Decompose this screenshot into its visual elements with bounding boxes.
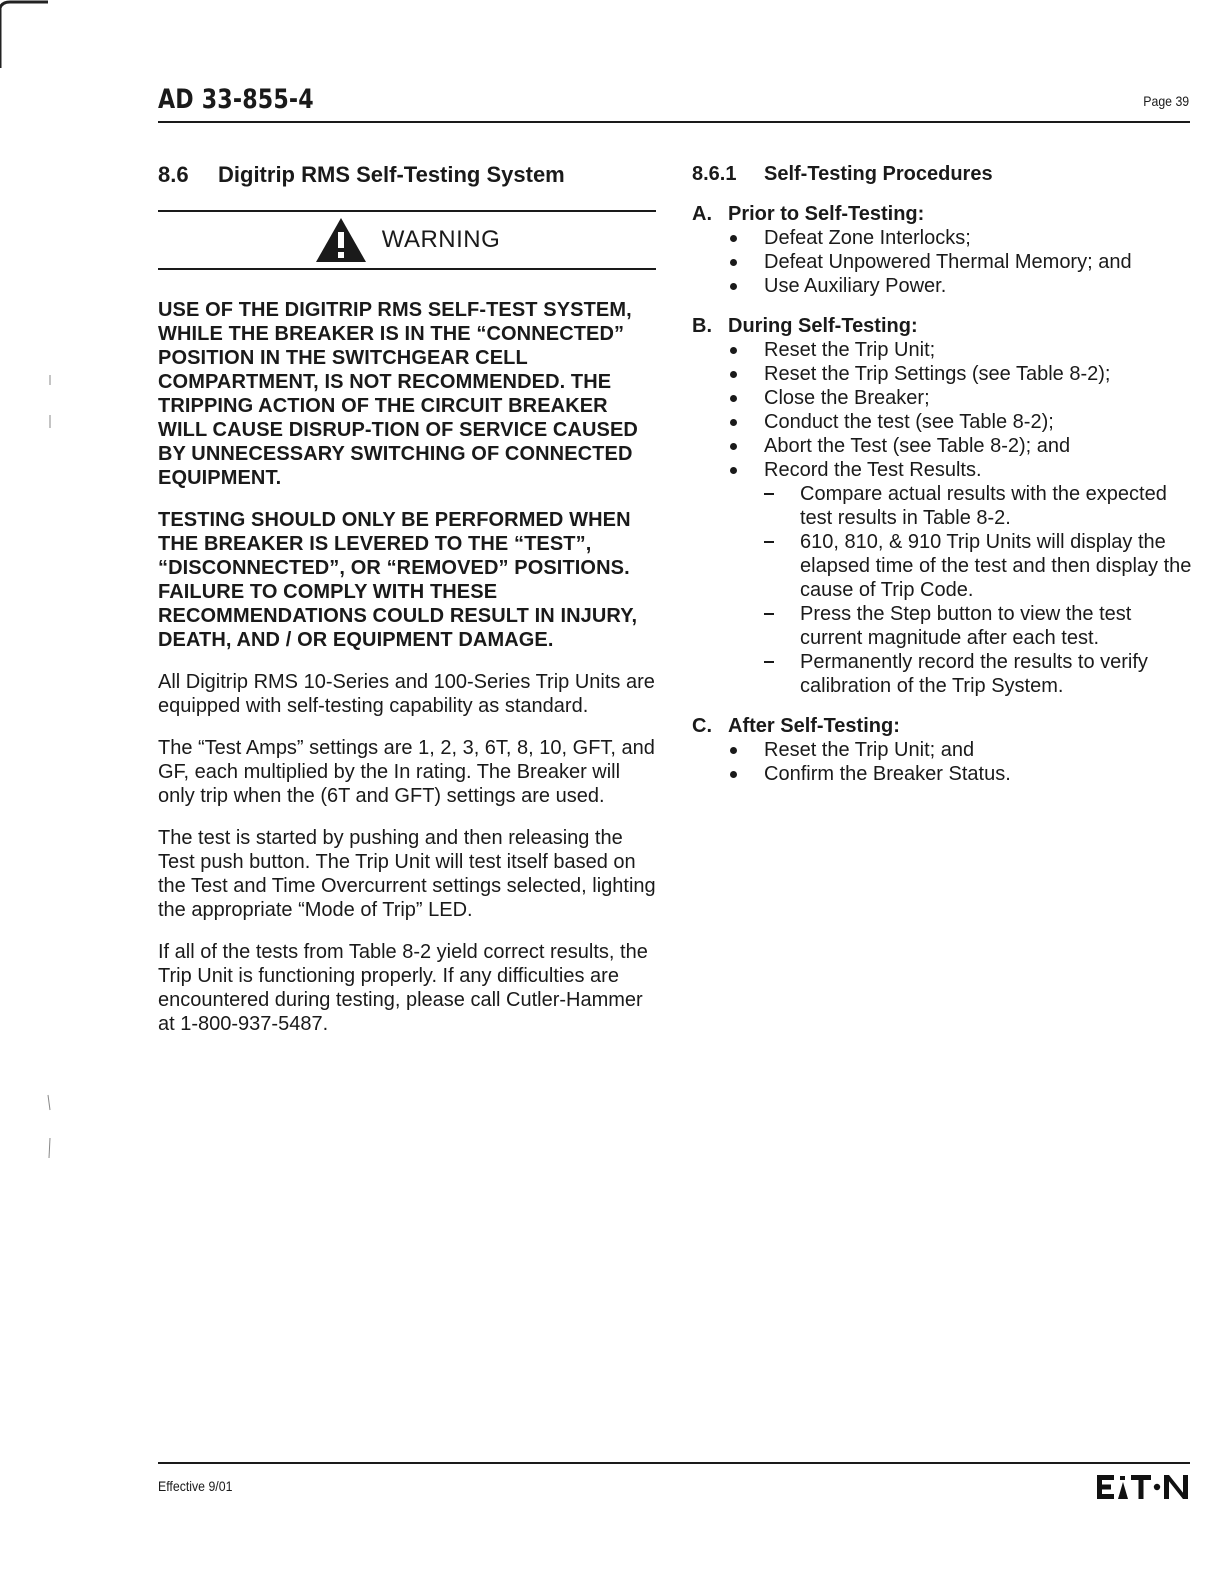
sub-list-item: Press the Step button to view the test current magnitude after each test.	[764, 602, 1192, 650]
group-letter: B.	[692, 315, 712, 337]
subsection-number: 8.6.1	[692, 163, 737, 185]
dash-icon	[764, 613, 774, 615]
group-title: After Self-Testing:	[728, 715, 900, 737]
group-letter: C.	[692, 715, 712, 737]
page-number: Page 39	[1143, 93, 1189, 109]
warning-label: WARNING	[381, 226, 501, 253]
bullet-icon	[730, 347, 737, 354]
scan-margin-marks	[40, 360, 60, 1160]
list-item: Reset the Trip Unit;	[728, 338, 1192, 362]
list-item: Conduct the test (see Table 8-2);	[728, 410, 1192, 434]
dash-icon	[764, 541, 774, 543]
procedure-group-b	[692, 314, 1192, 698]
eaton-logo	[1097, 1474, 1190, 1500]
bullet-icon	[730, 283, 737, 290]
bullet-icon	[730, 371, 737, 378]
group-heading	[692, 202, 1192, 226]
section-title: Digitrip RMS Self-Testing System	[218, 162, 565, 187]
group-title: During Self-Testing:	[728, 315, 918, 337]
list-item: Reset the Trip Settings (see Table 8-2);	[728, 362, 1192, 386]
effective-date: Effective 9/01	[158, 1478, 233, 1494]
list-item: Abort the Test (see Table 8-2); and	[728, 434, 1192, 458]
paragraph-test-start: The test is started by pushing and then releasing the Test push button. The Trip Unit will test itself based on the Test and Time Overcurrent settings selected, lighting the appropriate “Mode of Trip” LED.	[158, 827, 656, 921]
bullet-list	[692, 338, 1192, 698]
procedure-group-a	[692, 202, 1192, 298]
sub-list-item: Permanently record the results to verify calibration of the Trip System.	[764, 650, 1192, 698]
dash-icon	[764, 493, 774, 495]
list-item: Close the Breaker;	[728, 386, 1192, 410]
warning-banner	[158, 210, 656, 270]
bullet-icon	[730, 467, 737, 474]
header-rule	[158, 121, 1190, 123]
subsection-heading	[692, 160, 1192, 188]
list-item: Defeat Unpowered Thermal Memory; and	[728, 250, 1192, 274]
paragraph-results: If all of the tests from Table 8-2 yield correct results, the Trip Unit is functioning properly. If any difficulties are encountered during testing, please call Cutler-Hammer at 1-800-937-5487.	[158, 941, 648, 1035]
right-column	[692, 160, 1192, 786]
document-number: AD 33-855-4	[158, 84, 314, 115]
procedure-group-c	[692, 714, 1192, 786]
bullet-icon	[730, 443, 737, 450]
bullet-icon	[730, 395, 737, 402]
list-item: Confirm the Breaker Status.	[728, 762, 1192, 786]
group-title: Prior to Self-Testing:	[728, 203, 925, 225]
left-column	[158, 160, 658, 1036]
sub-list-item: 610, 810, & 910 Trip Units will display the elapsed time of the test and then display the cause of Trip Code.	[764, 530, 1192, 602]
bullet-icon	[730, 419, 737, 426]
bullet-list	[692, 226, 1192, 298]
paragraph-capability: All Digitrip RMS 10-Series and 100-Series Trip Units are equipped with self-testing capability as standard.	[158, 671, 655, 717]
group-heading	[692, 714, 1192, 738]
section-number: 8.6	[158, 162, 189, 187]
bullet-list	[692, 738, 1192, 786]
list-item: Record the Test Results. Compare actual results with the expected test results in Table 8-2. 610, 810, & 910 Trip Units will display the elapsed time of the test and then display the cause of Trip Code. Press the Step button to view the test current magnitude after each test. Permanently record the results to verify calibration of the Trip System.	[728, 458, 1192, 698]
group-letter: A.	[692, 203, 712, 225]
warning-triangle-icon	[314, 216, 368, 264]
dash-list	[764, 482, 1192, 698]
list-item: Defeat Zone Interlocks;	[728, 226, 1192, 250]
footer-rule	[158, 1462, 1190, 1464]
bullet-icon	[730, 259, 737, 266]
paragraph-test-amps: The “Test Amps” settings are 1, 2, 3, 6T, 8, 10, GFT, and GF, each multiplied by the In rating. The Breaker will only trip when the (6T and GFT) settings are used.	[158, 737, 655, 807]
list-item: Reset the Trip Unit; and	[728, 738, 1192, 762]
group-heading	[692, 314, 1192, 338]
bullet-icon	[730, 771, 737, 778]
warning-text-testing: TESTING SHOULD ONLY BE PERFORMED WHEN THE BREAKER IS LEVERED TO THE “TEST”, “DISCONNECTED”, OR “REMOVED” POSITIONS. FAILURE TO COMPLY WITH THESE RECOMMENDATIONS COULD RESULT IN INJURY, DEATH, AND / OR EQUIPMENT DAMAGE.	[158, 509, 638, 651]
scan-corner-mark	[0, 0, 50, 70]
warning-text-connected: USE OF THE DIGITRIP RMS SELF-TEST SYSTEM, WHILE THE BREAKER IS IN THE “CONNECTED” POSITION IN THE SWITCHGEAR CELL COMPARTMENT, IS NOT RECOMMENDED. THE TRIPPING ACTION OF THE CIRCUIT BREAKER WILL CAUSE DISRUP-TION OF SERVICE CAUSED BY UNNECESSARY SWITCHING OF CONNECTED EQUIPMENT.	[158, 299, 638, 489]
dash-icon	[764, 661, 774, 663]
bullet-icon	[730, 747, 737, 754]
subsection-title: Self-Testing Procedures	[764, 163, 993, 185]
section-heading	[158, 160, 658, 190]
list-item: Use Auxiliary Power.	[728, 274, 1192, 298]
sub-list-item: Compare actual results with the expected test results in Table 8-2.	[764, 482, 1192, 530]
bullet-icon	[730, 235, 737, 242]
